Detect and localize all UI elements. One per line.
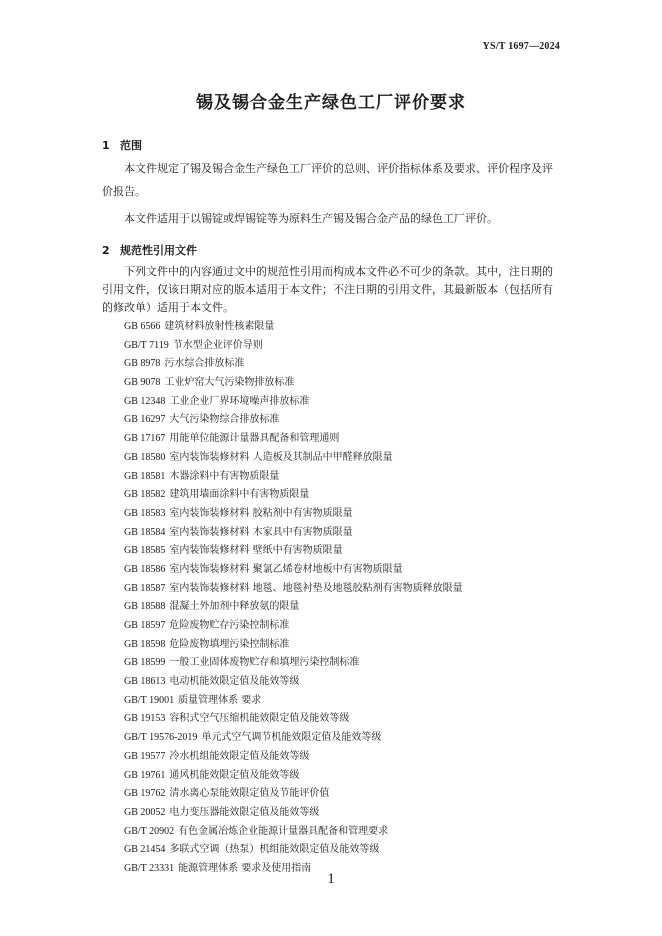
- reference-code: GB 18587: [124, 582, 166, 594]
- reference-title: 室内装饰装修材料 人造板及其制品中甲醛释放限量: [169, 451, 393, 463]
- reference-item: [124, 785, 463, 804]
- reference-code: GB 18588: [124, 601, 166, 613]
- document-title: 锡及锡合金生产绿色工厂评价要求: [196, 93, 466, 113]
- reference-item: [124, 580, 463, 599]
- reference-code: GB 16297: [124, 414, 166, 426]
- reference-item: [124, 337, 463, 356]
- reference-title: 室内装饰装修材料 地毯、地毯衬垫及地毯胶粘剂有害物质释放限量: [169, 582, 463, 594]
- reference-item: [124, 823, 463, 842]
- reference-title: 电力变压器能效限定值及能效等级: [169, 806, 320, 818]
- reference-item: [124, 729, 463, 748]
- reference-item: [124, 524, 463, 543]
- reference-code: GB 18583: [124, 507, 166, 519]
- reference-title: 单元式空气调节机能效限定值及能效等级: [201, 732, 382, 744]
- reference-title: 多联式空调（热泵）机组能效限定值及能效等级: [169, 844, 380, 856]
- reference-title: 室内装饰装修材料 木家具中有害物质限量: [169, 526, 353, 538]
- section-2-number: 2: [102, 244, 110, 257]
- reference-item: [124, 598, 463, 617]
- reference-item: [124, 318, 463, 337]
- reference-title: 电动机能效限定值及能效等级: [169, 676, 300, 688]
- reference-code: GB/T 19576-2019: [124, 732, 198, 744]
- reference-code: GB 6566: [124, 321, 161, 332]
- reference-code: GB 17167: [124, 433, 166, 445]
- reference-title: 用能单位能源计量器具配备和管理通则: [169, 433, 340, 445]
- reference-code: GB 18584: [124, 526, 166, 538]
- reference-title: 建筑材料放射性核素限量: [164, 321, 275, 332]
- reference-code: GB 8978: [124, 358, 161, 370]
- reference-item: [124, 374, 463, 393]
- reference-title: 容积式空气压缩机能效限定值及能效等级: [169, 713, 350, 725]
- reference-title: 木器涂料中有害物质限量: [169, 470, 280, 482]
- normative-references-list: [124, 318, 463, 879]
- reference-code: GB/T 20902: [124, 825, 175, 837]
- reference-code: GB 19762: [124, 788, 166, 800]
- reference-title: 通风机能效限定值及能效等级: [169, 769, 300, 781]
- reference-code: GB/T 19001: [124, 694, 175, 706]
- reference-item: [124, 542, 463, 561]
- section-1-number: 1: [102, 139, 110, 152]
- section-2-heading: [102, 242, 197, 258]
- reference-item: [124, 804, 463, 823]
- reference-item: [124, 449, 463, 468]
- reference-title: 混凝土外加剂中释放氨的限量: [169, 601, 300, 613]
- reference-code: GB 18580: [124, 451, 166, 463]
- reference-title: 室内装饰装修材料 胶粘剂中有害物质限量: [169, 507, 353, 519]
- reference-item: [124, 561, 463, 580]
- reference-title: 能源管理体系 要求及使用指南: [178, 862, 312, 874]
- reference-item: [124, 486, 463, 505]
- reference-title: 工业企业厂界环境噪声排放标准: [169, 395, 310, 407]
- reference-item: [124, 468, 463, 487]
- reference-code: GB 19761: [124, 769, 166, 781]
- reference-title: 危险废物填埋污染控制标准: [169, 638, 290, 650]
- reference-title: 一般工业固体废物贮存和填埋污染控制标准: [169, 657, 360, 669]
- reference-title: 室内装饰装修材料 壁纸中有害物质限量: [169, 545, 343, 557]
- reference-code: GB/T 7119: [124, 339, 169, 351]
- reference-title: 冷水机组能效限定值及能效等级: [169, 750, 310, 762]
- reference-code: GB 19153: [124, 713, 166, 725]
- reference-code: GB 18582: [124, 489, 166, 501]
- section-1-heading: [102, 137, 142, 153]
- reference-code: GB 18597: [124, 620, 166, 631]
- reference-code: GB 18586: [124, 563, 166, 575]
- reference-item: [124, 767, 463, 786]
- reference-code: GB/T 23331: [124, 862, 175, 874]
- reference-item: [124, 710, 463, 729]
- reference-code: GB 18581: [124, 470, 166, 482]
- reference-title: 清水离心泵能效限定值及节能评价值: [169, 788, 330, 800]
- reference-item: [124, 393, 463, 412]
- reference-item: [124, 355, 463, 374]
- reference-item: [124, 430, 463, 449]
- document-code: YS/T 1697—2024: [482, 41, 560, 52]
- reference-item: [124, 654, 463, 673]
- reference-code: GB 21454: [124, 844, 166, 856]
- reference-item: [124, 748, 463, 767]
- reference-item: [124, 617, 463, 636]
- reference-item: [124, 411, 463, 430]
- reference-code: GB 19577: [124, 750, 166, 762]
- section-1-paragraph-1: 本文件规定了锡及锡合金生产绿色工厂评价的总则、评价指标体系及要求、评价程序及评价报告。: [102, 162, 553, 198]
- section-1-title: 范围: [120, 139, 142, 152]
- section-1-paragraph-2: 本文件适用于以锡锭或焊锡锭等为原料生产锡及锡合金产品的绿色工厂评价。: [124, 212, 498, 225]
- reference-item: [124, 505, 463, 524]
- reference-title: 质量管理体系 要求: [178, 694, 262, 706]
- reference-code: GB 20052: [124, 806, 166, 818]
- section-2-title: 规范性引用文件: [120, 244, 197, 257]
- reference-code: GB 18613: [124, 676, 166, 688]
- reference-code: GB 18599: [124, 657, 166, 669]
- reference-code: GB 9078: [124, 377, 161, 389]
- reference-title: 污水综合排放标准: [164, 358, 245, 370]
- reference-item: [124, 841, 463, 860]
- reference-code: GB 18585: [124, 545, 166, 557]
- reference-title: 大气污染物综合排放标准: [169, 414, 280, 426]
- reference-title: 危险废物贮存污染控制标准: [169, 620, 290, 631]
- reference-code: GB 12348: [124, 395, 166, 407]
- reference-title: 有色金属冶炼企业能源计量器具配备和管理要求: [178, 825, 389, 837]
- page-number: 1: [327, 871, 335, 887]
- reference-title: 节水型企业评价导则: [172, 339, 263, 351]
- reference-title: 工业炉窑大气污染物排放标准: [164, 377, 295, 389]
- section-2-intro: 下列文件中的内容通过文中的规范性引用而构成本文件必不可少的条款。其中，注日期的引用文件，仅该日期对应的版本适用于本文件；不注日期的引用文件，其最新版本（包括所有的修改单）适用于本文件。: [102, 265, 553, 314]
- reference-item: [124, 692, 463, 711]
- reference-item: [124, 636, 463, 655]
- reference-title: 建筑用墙面涂料中有害物质限量: [169, 489, 310, 501]
- reference-code: GB 18598: [124, 638, 166, 650]
- reference-item: [124, 673, 463, 692]
- reference-title: 室内装饰装修材料 聚氯乙烯卷材地板中有害物质限量: [169, 563, 403, 575]
